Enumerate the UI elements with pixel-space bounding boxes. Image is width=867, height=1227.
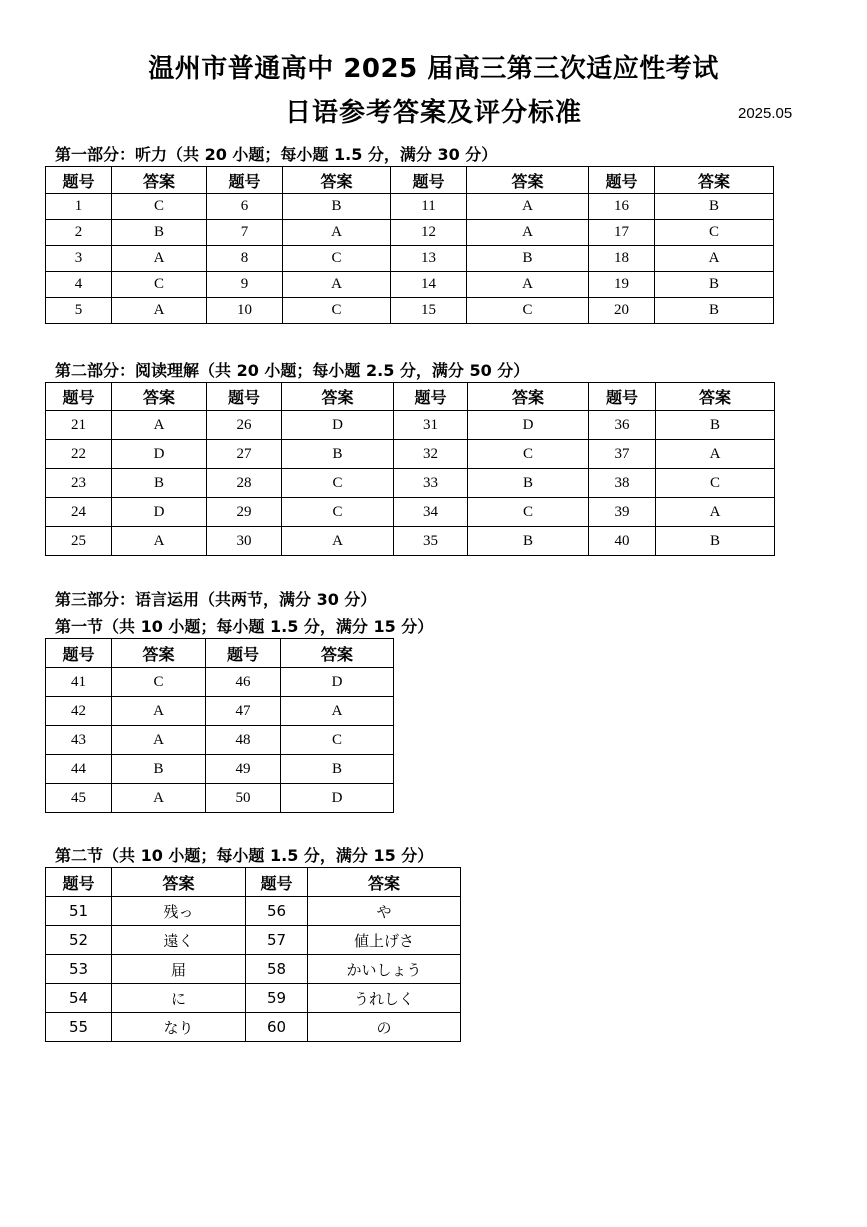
- question-number: 6: [207, 194, 283, 220]
- question-number: 52: [46, 926, 112, 955]
- question-number: 32: [394, 440, 468, 469]
- table-row: [46, 668, 394, 697]
- question-number: 2: [46, 220, 112, 246]
- section1-answer-table: [45, 638, 394, 813]
- question-number: 24: [46, 498, 112, 527]
- table-row: [46, 784, 394, 813]
- answer-cell: A: [282, 527, 394, 556]
- question-number: 46: [206, 668, 281, 697]
- answer-cell: B: [112, 469, 207, 498]
- table-row: [46, 469, 775, 498]
- question-number: 12: [391, 220, 467, 246]
- table-row: [46, 246, 774, 272]
- header-answer: 答案: [656, 383, 775, 411]
- answer-cell: A: [112, 246, 207, 272]
- answer-cell: A: [112, 726, 206, 755]
- question-number: 28: [207, 469, 282, 498]
- header-question-number: 题号: [46, 383, 112, 411]
- header-question-number: 题号: [391, 167, 467, 194]
- answer-cell: B: [655, 194, 774, 220]
- answer-cell: C: [112, 668, 206, 697]
- answer-cell: 届: [112, 955, 246, 984]
- table-row: [46, 498, 775, 527]
- table-row: [46, 726, 394, 755]
- question-number: 48: [206, 726, 281, 755]
- question-number: 36: [589, 411, 656, 440]
- answer-cell: B: [468, 527, 589, 556]
- answer-cell: C: [282, 498, 394, 527]
- table-row: [46, 220, 774, 246]
- question-number: 33: [394, 469, 468, 498]
- table-row: [46, 1013, 461, 1042]
- question-number: 47: [206, 697, 281, 726]
- question-number: 20: [589, 298, 655, 324]
- question-number: 31: [394, 411, 468, 440]
- answer-cell: A: [467, 272, 589, 298]
- answer-cell: A: [112, 784, 206, 813]
- answer-cell: A: [283, 220, 391, 246]
- question-number: 3: [46, 246, 112, 272]
- table-row: [46, 697, 394, 726]
- answer-cell: の: [308, 1013, 461, 1042]
- answer-cell: D: [112, 498, 207, 527]
- question-number: 34: [394, 498, 468, 527]
- question-number: 14: [391, 272, 467, 298]
- answer-cell: A: [467, 220, 589, 246]
- question-number: 60: [246, 1013, 308, 1042]
- question-number: 15: [391, 298, 467, 324]
- answer-cell: なり: [112, 1013, 246, 1042]
- question-number: 51: [46, 897, 112, 926]
- question-number: 18: [589, 246, 655, 272]
- header-question-number: 题号: [589, 383, 656, 411]
- answer-cell: C: [656, 469, 775, 498]
- question-number: 8: [207, 246, 283, 272]
- part2-answer-table: [45, 382, 775, 556]
- answer-cell: C: [283, 246, 391, 272]
- document-title: 温州市普通高中 2025 届高三第三次适应性考试: [148, 54, 719, 84]
- answer-cell: 値上げさ: [308, 926, 461, 955]
- table-row: [46, 440, 775, 469]
- question-number: 54: [46, 984, 112, 1013]
- question-number: 7: [207, 220, 283, 246]
- header-answer: 答案: [281, 639, 394, 668]
- section2-heading: 第二节（共 10 小题；每小题 1.5 分，满分 15 分）: [55, 846, 434, 865]
- answer-cell: A: [112, 411, 207, 440]
- answer-cell: B: [656, 411, 775, 440]
- question-number: 57: [246, 926, 308, 955]
- answer-cell: B: [468, 469, 589, 498]
- section2-answer-table: [45, 867, 461, 1042]
- question-number: 35: [394, 527, 468, 556]
- question-number: 45: [46, 784, 112, 813]
- answer-cell: D: [281, 668, 394, 697]
- question-number: 27: [207, 440, 282, 469]
- header-question-number: 题号: [206, 639, 281, 668]
- answer-cell: A: [281, 697, 394, 726]
- question-number: 11: [391, 194, 467, 220]
- answer-cell: や: [308, 897, 461, 926]
- question-number: 44: [46, 755, 112, 784]
- question-number: 50: [206, 784, 281, 813]
- answer-cell: A: [112, 527, 207, 556]
- answer-cell: B: [112, 755, 206, 784]
- header-question-number: 题号: [207, 167, 283, 194]
- header-question-number: 题号: [207, 383, 282, 411]
- header-question-number: 题号: [589, 167, 655, 194]
- question-number: 53: [46, 955, 112, 984]
- question-number: 38: [589, 469, 656, 498]
- question-number: 55: [46, 1013, 112, 1042]
- header-question-number: 题号: [246, 868, 308, 897]
- question-number: 39: [589, 498, 656, 527]
- question-number: 37: [589, 440, 656, 469]
- answer-cell: C: [655, 220, 774, 246]
- header-answer: 答案: [467, 167, 589, 194]
- answer-cell: に: [112, 984, 246, 1013]
- header-answer: 答案: [112, 868, 246, 897]
- question-number: 25: [46, 527, 112, 556]
- header-answer: 答案: [468, 383, 589, 411]
- answer-cell: D: [281, 784, 394, 813]
- part1-answer-table: [45, 166, 774, 324]
- answer-cell: A: [467, 194, 589, 220]
- answer-cell: C: [283, 298, 391, 324]
- question-number: 42: [46, 697, 112, 726]
- table-header-row: [46, 639, 394, 668]
- table-row: [46, 926, 461, 955]
- answer-cell: D: [468, 411, 589, 440]
- question-number: 9: [207, 272, 283, 298]
- table-row: [46, 527, 775, 556]
- question-number: 40: [589, 527, 656, 556]
- answer-cell: B: [282, 440, 394, 469]
- question-number: 17: [589, 220, 655, 246]
- answer-cell: B: [112, 220, 207, 246]
- question-number: 58: [246, 955, 308, 984]
- table-row: [46, 272, 774, 298]
- question-number: 30: [207, 527, 282, 556]
- table-header-row: [46, 167, 774, 194]
- answer-cell: A: [283, 272, 391, 298]
- question-number: 22: [46, 440, 112, 469]
- answer-cell: B: [655, 298, 774, 324]
- document-date: 2025.05: [738, 105, 793, 122]
- answer-cell: C: [468, 498, 589, 527]
- header-answer: 答案: [655, 167, 774, 194]
- table-row: [46, 955, 461, 984]
- answer-cell: B: [655, 272, 774, 298]
- table-row: [46, 984, 461, 1013]
- question-number: 5: [46, 298, 112, 324]
- document-subtitle: 日语参考答案及评分标准: [284, 98, 582, 128]
- answer-cell: B: [283, 194, 391, 220]
- answer-cell: D: [282, 411, 394, 440]
- header-answer: 答案: [112, 167, 207, 194]
- header-answer: 答案: [112, 639, 206, 668]
- answer-cell: かいしょう: [308, 955, 461, 984]
- header-question-number: 题号: [46, 868, 112, 897]
- question-number: 4: [46, 272, 112, 298]
- header-question-number: 题号: [46, 167, 112, 194]
- header-answer: 答案: [283, 167, 391, 194]
- answer-cell: C: [467, 298, 589, 324]
- part3-heading: 第三部分：语言运用（共两节，满分 30 分）: [55, 590, 377, 609]
- question-number: 43: [46, 726, 112, 755]
- answer-cell: C: [282, 469, 394, 498]
- question-number: 56: [246, 897, 308, 926]
- table-row: [46, 298, 774, 324]
- answer-cell: B: [467, 246, 589, 272]
- header-question-number: 题号: [394, 383, 468, 411]
- answer-cell: A: [112, 697, 206, 726]
- header-answer: 答案: [282, 383, 394, 411]
- answer-cell: A: [656, 498, 775, 527]
- header-question-number: 题号: [46, 639, 112, 668]
- answer-cell: C: [112, 272, 207, 298]
- answer-cell: D: [112, 440, 207, 469]
- answer-cell: A: [112, 298, 207, 324]
- header-answer: 答案: [112, 383, 207, 411]
- table-header-row: [46, 383, 775, 411]
- table-row: [46, 755, 394, 784]
- question-number: 23: [46, 469, 112, 498]
- section1-heading: 第一节（共 10 小题；每小题 1.5 分，满分 15 分）: [55, 617, 434, 636]
- question-number: 19: [589, 272, 655, 298]
- answer-cell: C: [112, 194, 207, 220]
- answer-cell: C: [468, 440, 589, 469]
- table-header-row: [46, 868, 461, 897]
- question-number: 59: [246, 984, 308, 1013]
- table-row: [46, 897, 461, 926]
- answer-cell: うれしく: [308, 984, 461, 1013]
- question-number: 10: [207, 298, 283, 324]
- question-number: 26: [207, 411, 282, 440]
- question-number: 49: [206, 755, 281, 784]
- question-number: 16: [589, 194, 655, 220]
- answer-cell: 遠く: [112, 926, 246, 955]
- question-number: 21: [46, 411, 112, 440]
- part1-heading: 第一部分：听力（共 20 小题；每小题 1.5 分，满分 30 分）: [55, 145, 498, 164]
- answer-cell: A: [655, 246, 774, 272]
- table-row: [46, 194, 774, 220]
- table-row: [46, 411, 775, 440]
- answer-cell: B: [281, 755, 394, 784]
- header-answer: 答案: [308, 868, 461, 897]
- answer-cell: C: [281, 726, 394, 755]
- question-number: 13: [391, 246, 467, 272]
- answer-cell: 残っ: [112, 897, 246, 926]
- question-number: 41: [46, 668, 112, 697]
- question-number: 1: [46, 194, 112, 220]
- question-number: 29: [207, 498, 282, 527]
- answer-cell: B: [656, 527, 775, 556]
- part2-heading: 第二部分：阅读理解（共 20 小题；每小题 2.5 分，满分 50 分）: [55, 361, 530, 380]
- answer-cell: A: [656, 440, 775, 469]
